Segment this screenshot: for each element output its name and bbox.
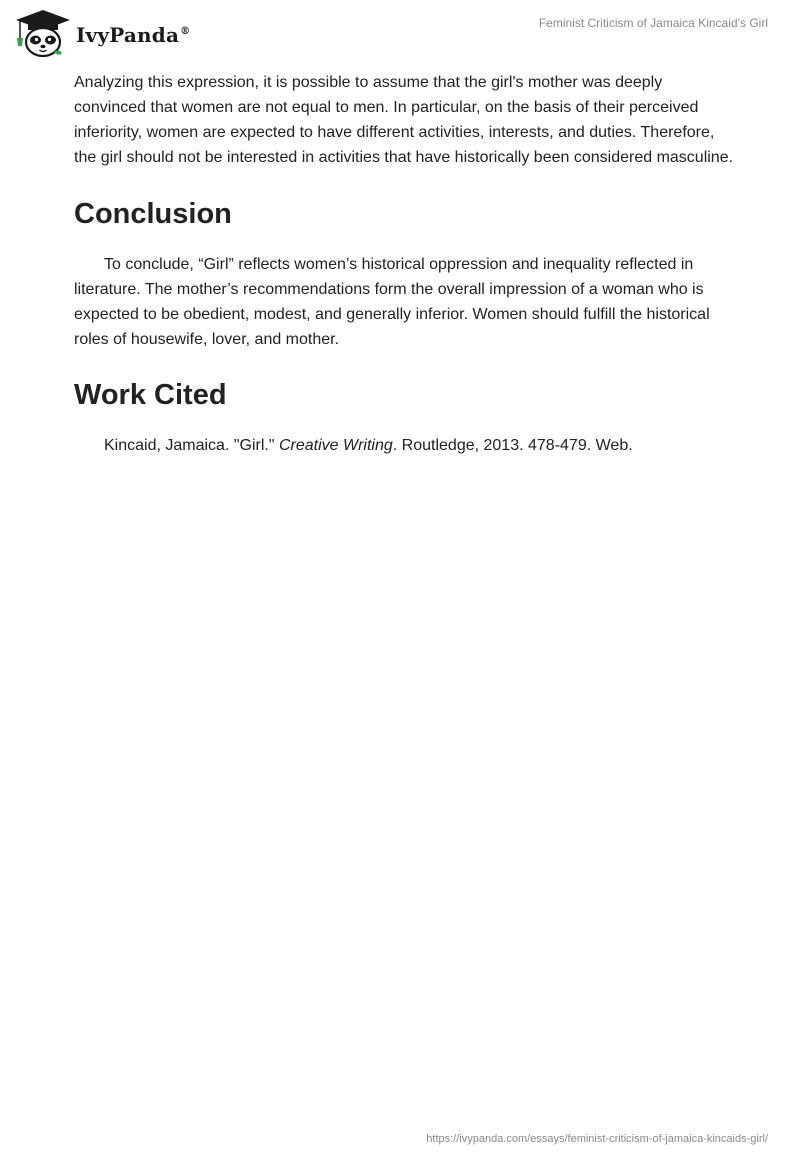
citation-entry <box>74 433 734 458</box>
citation-author-title: Kincaid, Jamaica. "Girl." <box>104 437 279 454</box>
brand-logo[interactable] <box>14 8 190 58</box>
intro-paragraph: Analyzing this expression, it is possible to assume that the girl's mother was deeply convinced that women are not equal to men. In particular, on the basis of their perceived inferiority, women are expected to have different activities, interests, and duties. Therefore, the girl should not be interested in activities that have historically been considered masculine. <box>74 74 734 166</box>
conclusion-paragraph: To conclude, “Girl” reflects women’s historical oppression and inequality reflected in literature. The mother’s recommendations form the overall impression of a woman who is expected to be obedient, modest, and generally inferior. Women should fulfill the historical roles of housewife, lover, and mother. <box>74 256 710 348</box>
document-title: Feminist Criticism of Jamaica Kincaid’s Girl <box>538 16 768 30</box>
conclusion-heading: Conclusion <box>74 198 232 230</box>
footer-url-link[interactable]: https://ivypanda.com/essays/feminist-criticism-of-jamaica-kincaids-girl/ <box>426 1133 768 1145</box>
citation-source: Creative Writing <box>278 437 393 454</box>
brand-name: IvyPanda® <box>76 23 191 47</box>
work-cited-heading: Work Cited <box>74 379 227 411</box>
panda-graduate-logo-icon <box>14 8 72 58</box>
registered-mark: ® <box>180 26 191 38</box>
essay-content <box>74 70 734 458</box>
citation-details: . Routledge, 2013. 478-479. Web. <box>392 437 633 454</box>
page-header <box>0 0 800 64</box>
